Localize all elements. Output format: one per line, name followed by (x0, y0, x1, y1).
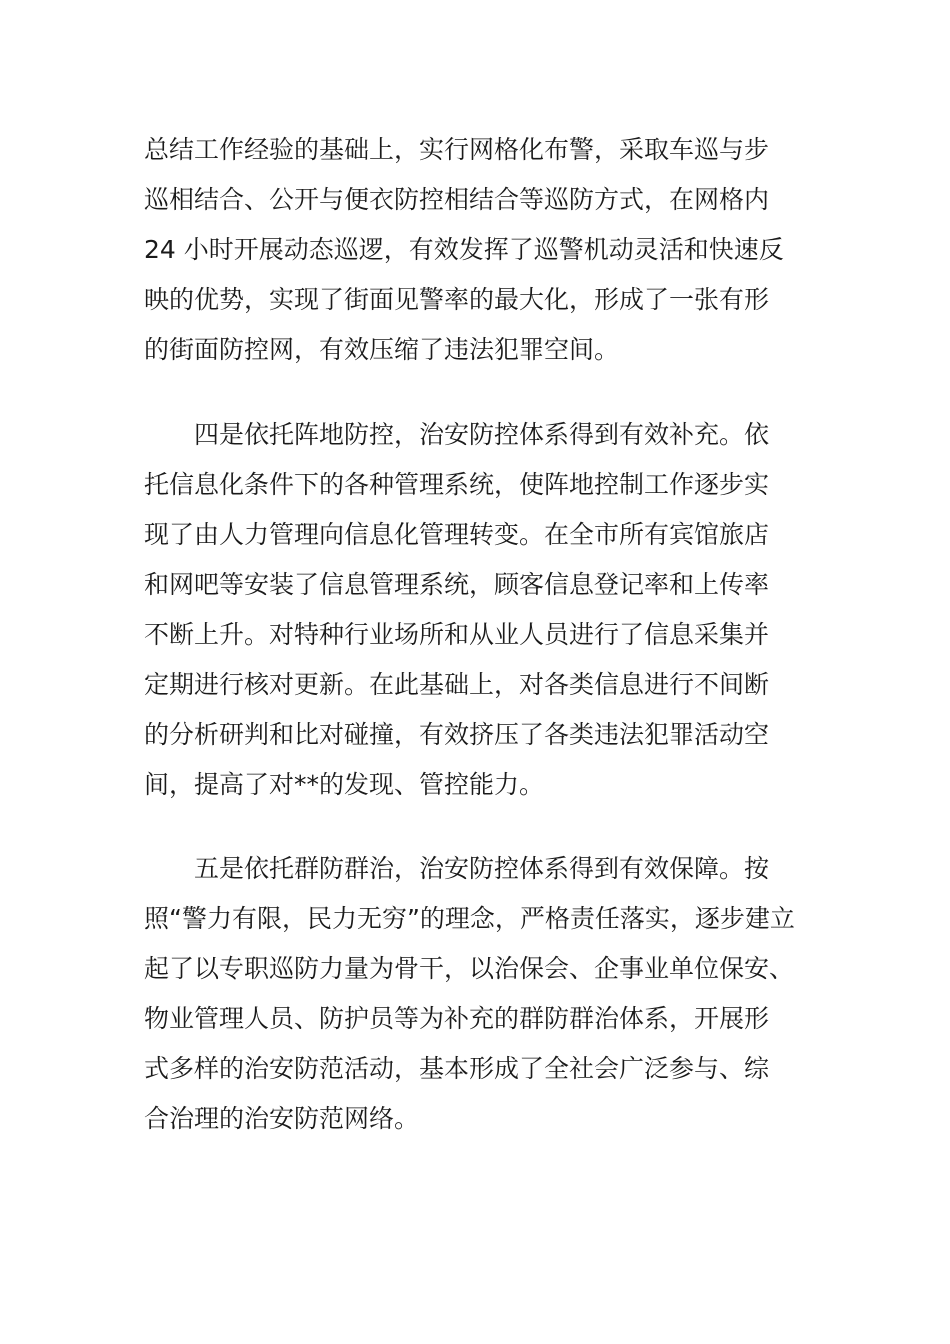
paragraph-line: 起了以专职巡防力量为骨干，以治保会、企事业单位保安、 (144, 954, 795, 983)
paragraph-line: 间，提高了对**的发现、管控能力。 (144, 770, 545, 799)
paragraph-line: 五是依托群防群治，治安防控体系得到有效保障。按 (194, 854, 770, 883)
paragraph-line: 的分析研判和比对碰撞，有效挤压了各类违法犯罪活动空 (144, 720, 770, 749)
paragraph-line: 和网吧等安装了信息管理系统，顾客信息登记率和上传率 (144, 570, 770, 599)
paragraph-line: 不断上升。对特种行业场所和从业人员进行了信息采集并 (144, 620, 770, 649)
paragraph-line: 定期进行核对更新。在此基础上，对各类信息进行不间断 (144, 670, 770, 699)
paragraph-line: 式多样的治安防范活动，基本形成了全社会广泛参与、综 (144, 1054, 770, 1083)
paragraph-line: 24 小时开展动态巡逻，有效发挥了巡警机动灵活和快速反 (144, 235, 784, 264)
paragraph-line: 物业管理人员、防护员等为补充的群防群治体系，开展形 (144, 1004, 770, 1033)
paragraph-line: 映的优势，实现了街面见警率的最大化，形成了一张有形 (144, 285, 770, 314)
paragraph-line: 合治理的治安防范网络。 (144, 1104, 420, 1133)
paragraph-line: 现了由人力管理向信息化管理转变。在全市所有宾馆旅店 (144, 520, 770, 549)
paragraph-line: 照“警力有限，民力无穷”的理念，严格责任落实，逐步建立 (144, 904, 795, 933)
paragraph-line: 的街面防控网，有效压缩了违法犯罪空间。 (144, 335, 620, 364)
paragraph-line: 托信息化条件下的各种管理系统，使阵地控制工作逐步实 (144, 470, 770, 499)
paragraph-line: 总结工作经验的基础上，实行网格化布警，采取车巡与步 (144, 135, 770, 164)
paragraph-line: 巡相结合、公开与便衣防控相结合等巡防方式，在网格内 (144, 185, 770, 214)
paragraph-line: 四是依托阵地防控，治安防控体系得到有效补充。依 (194, 420, 770, 449)
